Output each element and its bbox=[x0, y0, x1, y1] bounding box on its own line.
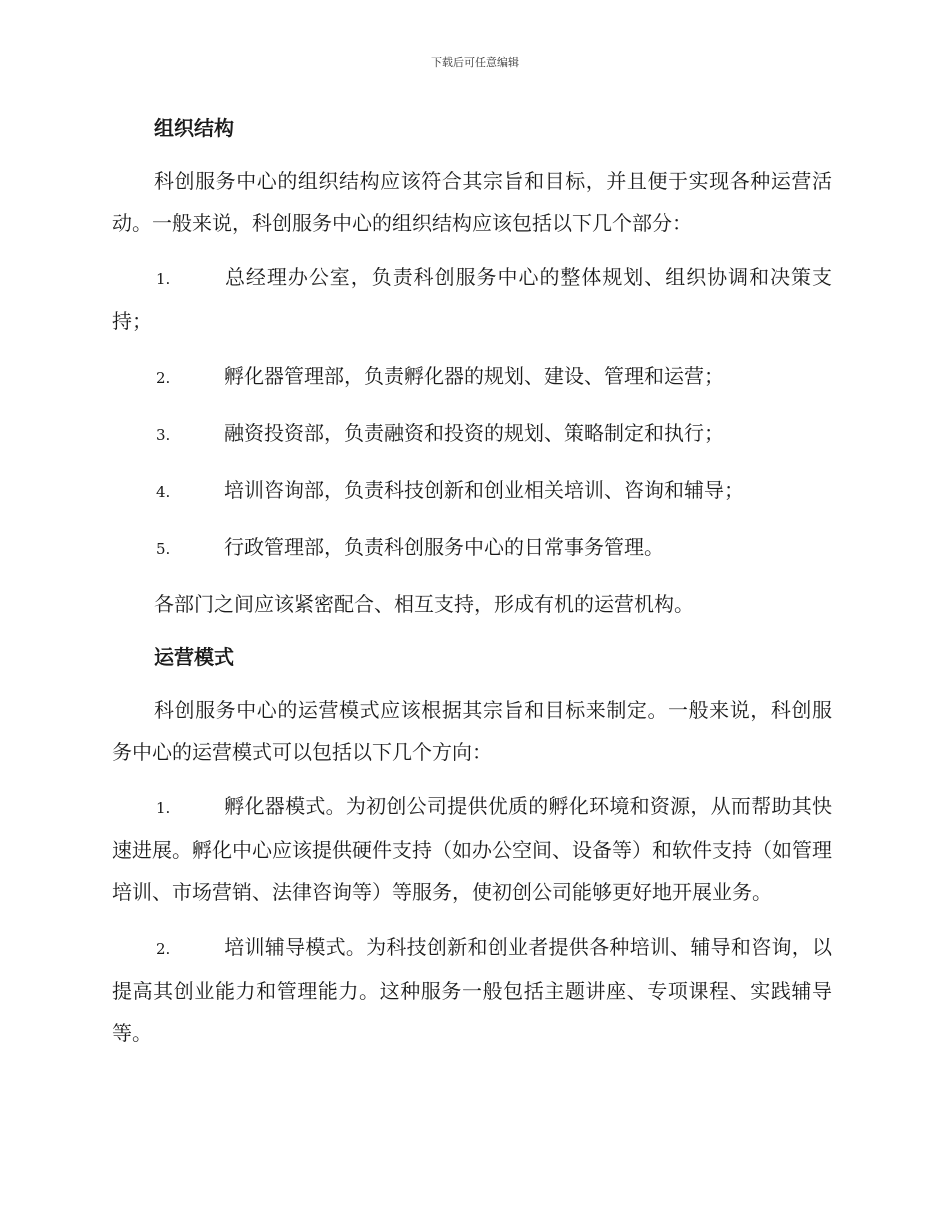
section-heading-operation-mode: 运营模式 bbox=[154, 645, 234, 669]
paragraph-organization-closing: 各部门之间应该紧密配合、相互支持，形成有机的运营机构。 bbox=[154, 592, 694, 616]
list-item bbox=[112, 526, 832, 570]
list-item-text: 孵化器模式。为初创公司提供优质的孵化环境和资源，从而帮助其快速进展。孵化中心应该提供硬件支持（如办公空间、设备等）和软件支持（如管理培训、市场营销、法律咨询等）等服务，使初创公司能够更好地开展业务。 bbox=[112, 794, 832, 904]
paragraph-operation-intro: 科创服务中心的运营模式应该根据其宗旨和目标来制定。一般来说，科创服务中心的运营模式可以包括以下几个方向： bbox=[112, 698, 832, 764]
list-item bbox=[112, 785, 832, 913]
list-item bbox=[112, 355, 832, 399]
paragraph-organization-intro: 科创服务中心的组织结构应该符合其宗旨和目标，并且便于实现各种运营活动。一般来说，科创服务中心的组织结构应该包括以下几个部分： bbox=[112, 169, 832, 235]
list-item-text: 总经理办公室，负责科创服务中心的整体规划、组织协调和决策支持； bbox=[112, 265, 832, 333]
list-number: 3. bbox=[156, 426, 171, 444]
page-header-note: 下载后可任意编辑 bbox=[431, 56, 519, 69]
list-number: 2. bbox=[156, 369, 171, 387]
list-number: 1. bbox=[156, 270, 171, 288]
list-item bbox=[112, 926, 832, 1054]
list-item bbox=[112, 256, 832, 342]
list-item bbox=[112, 412, 832, 456]
list-number: 4. bbox=[156, 483, 171, 501]
list-item-text: 融资投资部，负责融资和投资的规划、策略制定和执行； bbox=[224, 421, 724, 445]
list-number: 1. bbox=[156, 799, 171, 817]
list-item bbox=[112, 469, 832, 513]
list-number: 5. bbox=[156, 540, 171, 558]
section-heading-organization: 组织结构 bbox=[154, 116, 234, 140]
list-item-text: 培训咨询部，负责科技创新和创业相关培训、咨询和辅导； bbox=[224, 478, 744, 502]
list-item-text: 孵化器管理部，负责孵化器的规划、建设、管理和运营； bbox=[224, 364, 724, 388]
list-item-text: 行政管理部，负责科创服务中心的日常事务管理。 bbox=[224, 535, 664, 559]
list-item-text: 培训辅导模式。为科技创新和创业者提供各种培训、辅导和咨询，以提高其创业能力和管理能力。这种服务一般包括主题讲座、专项课程、实践辅导等。 bbox=[112, 935, 832, 1045]
document-body bbox=[112, 108, 832, 1067]
list-number: 2. bbox=[156, 940, 171, 958]
